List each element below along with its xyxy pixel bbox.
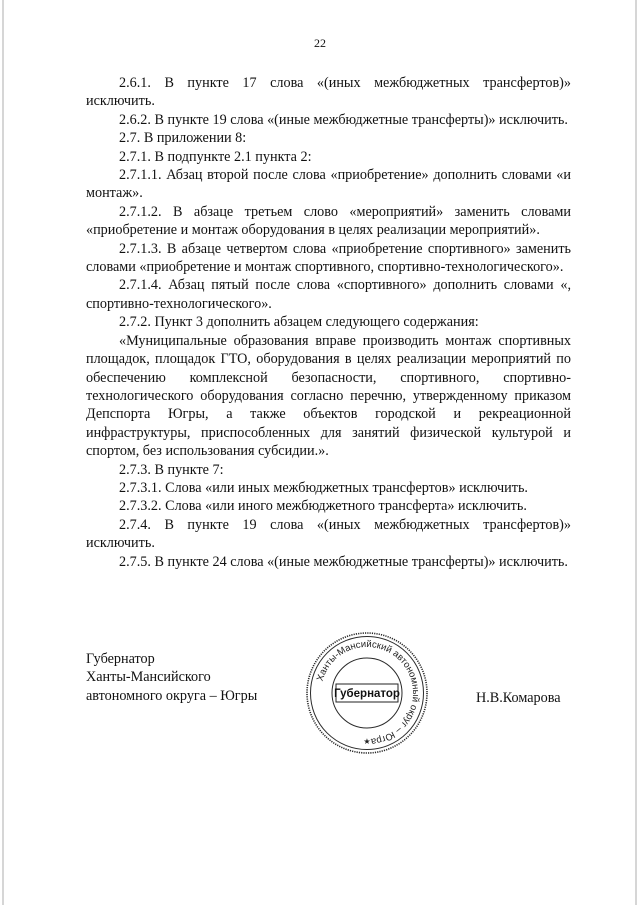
page-number: 22 [314,36,326,50]
paragraph-2-7-1: 2.7.1. В подпункте 2.1 пункта 2: [119,148,312,165]
signer-name: Н.В.Комарова [476,690,561,706]
paragraph-2-7-1-4: 2.7.1.4. Абзац пятый после слова «спортивного» дополнить словами «, спортивно-технологического». [86,277,571,312]
paragraph-2-6-1: 2.6.1. В пункте 17 слова «(иных межбюджетных трансфертов)» исключить. [86,75,571,110]
paragraph-2-7-1-3: 2.7.1.3. В абзаце четвертом слова «приобретение спортивного» заменить словами «приобретение и монтаж спортивного, спортивно-технологического». [86,240,571,276]
scan-edge-right [635,0,637,905]
paragraph-2-6-2: 2.6.2. В пункте 19 слова «(иные межбюджетные трансферты)» исключить. [119,111,568,128]
paragraph-2-7: 2.7. В приложении 8: [119,130,247,147]
paragraph-2-7-4: 2.7.4. В пункте 19 слова «(иных межбюджетных трансфертов)» исключить. [86,516,571,552]
seal-graphic [302,628,432,758]
seal-star-icon: ★ [363,737,371,746]
paragraph-2-7-1-2: 2.7.1.2. В абзаце третьем слово «мероприятий» заменить словами «приобретение и монтаж оборудования в целях реализации мероприятий». [86,203,571,239]
paragraph-2-7-5: 2.7.5. В пункте 24 слова «(иные межбюджетные трансферты)» исключить. [119,553,568,570]
signatory-position-line: автономного округа – Югры [86,687,258,704]
paragraph-2-7-3-1: 2.7.3.1. Слова «или иных межбюджетных трансфертов» исключить. [119,479,528,496]
seal-ring-text: Ханты-Мансийский автономный округ – Югра [314,638,422,747]
signatory-position-line: Губернатор [86,651,155,667]
signatory-position [86,650,257,705]
paragraph-2-7-1-1: 2.7.1.1. Абзац второй после слова «приобретение» дополнить словами «и монтаж». [86,167,571,202]
official-seal [302,628,432,758]
paragraph-quoted-insertion: «Муниципальные образования вправе производить монтаж спортивных площадок, площадок ГТО, оборудования в целях реализации мероприятий по обеспечению комплексной безопасности, спортивного, спортивно-технологического оборудования согласно перечню, утвержденному приказом Депспорта Югры, а также объектов городской и рекреационной инфраструктуры, приспособленных для занятий физической культурой и спортом, без использования субсидии.». [86,332,571,460]
scan-edge-left [2,0,4,905]
paragraph-2-7-3: 2.7.3. В пункте 7: [119,461,224,478]
paragraph-2-7-3-2: 2.7.3.2. Слова «или иного межбюджетного трансферта» исключить. [119,498,527,515]
signatory-position-line: Ханты-Мансийского [86,669,211,686]
document-body [86,74,571,571]
seal-center-text: Губернатор [334,688,400,700]
paragraph-2-7-2: 2.7.2. Пункт 3 дополнить абзацем следующего содержания: [119,314,479,331]
